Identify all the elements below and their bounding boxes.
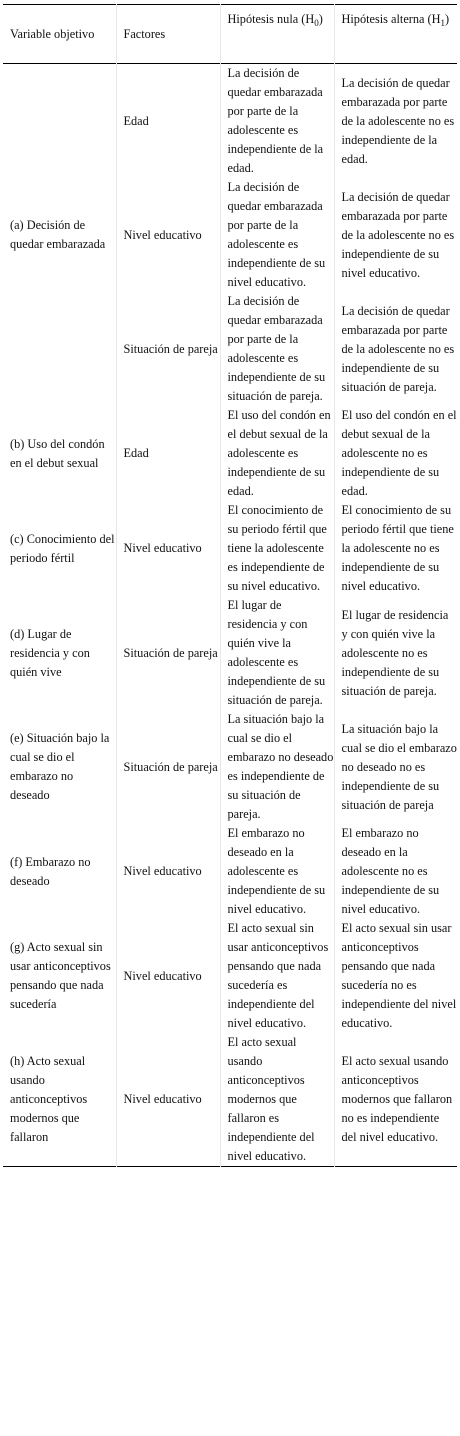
- h0-cell: La decisión de quedar embarazada por parte de la adolescente es independiente de su situación de pareja.: [220, 292, 334, 406]
- h1-cell: La situación bajo la cual se dio el embarazo no deseado no es independiente de su situación de pareja: [334, 710, 457, 824]
- header-h0-close: ): [318, 12, 323, 26]
- h0-cell: La situación bajo la cual se dio el embarazo no deseado es independiente de su situación de pareja.: [220, 710, 334, 824]
- table-row: [3, 501, 457, 596]
- variable-cell-f: (f) Embarazo no deseado: [10, 854, 91, 888]
- h0-cell: El acto sexual usando anticonceptivos modernos que fallaron es independiente del nivel educativo.: [220, 1033, 334, 1167]
- table-row: [3, 596, 457, 710]
- h0-cell: La decisión de quedar embarazada por parte de la adolescente es independiente de su nivel educativo.: [220, 178, 334, 292]
- h1-cell: El uso del condón en el debut sexual de la adolescente no es independiente de su edad.: [334, 406, 457, 501]
- h1-cell: El lugar de residencia y con quién vive la adolescente no es independiente de su situación de pareja.: [334, 596, 457, 710]
- header-variable-objetivo: Variable objetivo: [10, 26, 95, 41]
- variable-cell-h: (h) Acto sexual usando anticonceptivos modernos que fallaron: [10, 1054, 88, 1144]
- header-hipotesis-nula: [220, 5, 334, 64]
- factor-cell: Edad: [116, 64, 220, 179]
- variable-cell-e: (e) Situación bajo la cual se dio el embarazo no deseado: [10, 731, 110, 802]
- header-factores: Factores: [116, 5, 220, 64]
- factor-cell: Nivel educativo: [116, 501, 220, 596]
- variable-cell-c: (c) Conocimiento del periodo fértil: [10, 531, 115, 565]
- h0-cell: El conocimiento de su periodo fértil que tiene la adolescente es independiente de su nivel educativo.: [220, 501, 334, 596]
- table-row: [3, 1033, 457, 1167]
- table-row: [3, 710, 457, 824]
- h1-cell: El acto sexual usando anticonceptivos modernos que fallaron no es independiente del nivel educativo.: [334, 1033, 457, 1167]
- table-body: [3, 64, 457, 1167]
- factor-cell: Nivel educativo: [116, 824, 220, 919]
- h0-cell: El embarazo no deseado en la adolescente es independiente de su nivel educativo.: [220, 824, 334, 919]
- variable-cell-a: (a) Decisión de quedar embarazada: [10, 218, 106, 251]
- h0-cell: El uso del condón en el debut sexual de la adolescente es independiente de su edad.: [220, 406, 334, 501]
- factor-cell: Situación de pareja: [116, 596, 220, 710]
- factor-cell: Edad: [116, 406, 220, 501]
- h1-cell: La decisión de quedar embarazada por parte de la adolescente no es independiente de su nivel educativo.: [334, 178, 457, 292]
- h0-cell: El lugar de residencia y con quién vive la adolescente es independiente de su situación de pareja.: [220, 596, 334, 710]
- header-row: [3, 5, 457, 64]
- h1-cell: El acto sexual sin usar anticonceptivos pensando que nada sucedería no es independiente del nivel educativo.: [334, 919, 457, 1033]
- factor-cell: Nivel educativo: [116, 178, 220, 292]
- h1-cell: El embarazo no deseado en la adolescente no es independiente de su nivel educativo.: [334, 824, 457, 919]
- hypothesis-table-container: [3, 4, 457, 1167]
- factor-cell: Situación de pareja: [116, 292, 220, 406]
- h1-cell: El conocimiento de su periodo fértil que tiene la adolescente no es independiente de su nivel educativo.: [334, 501, 457, 596]
- header-h1-subscript: 1: [440, 18, 446, 28]
- header-hipotesis-alterna: [334, 5, 457, 64]
- h1-cell: La decisión de quedar embarazada por parte de la adolescente no es independiente de la edad.: [334, 64, 457, 179]
- factor-cell: Nivel educativo: [116, 919, 220, 1033]
- header-h1-text: Hipótesis alterna (H: [341, 12, 441, 26]
- factor-cell: Situación de pareja: [116, 710, 220, 824]
- header-h0-text: Hipótesis nula (H: [227, 12, 315, 26]
- header-h1-close: ): [445, 12, 450, 26]
- table-row: [3, 824, 457, 919]
- variable-cell-g: (g) Acto sexual sin usar anticonceptivos pensando que nada sucedería: [10, 940, 111, 1011]
- table-header: [3, 5, 457, 64]
- table-row: [3, 406, 457, 501]
- h0-cell: El acto sexual sin usar anticonceptivos pensando que nada sucedería es independiente del nivel educativo.: [220, 919, 334, 1033]
- factor-cell: Nivel educativo: [116, 1033, 220, 1167]
- h1-cell: La decisión de quedar embarazada por parte de la adolescente no es independiente de su situación de pareja.: [334, 292, 457, 406]
- table-row: [3, 64, 457, 179]
- h0-cell: La decisión de quedar embarazada por parte de la adolescente es independiente de la edad.: [220, 64, 334, 179]
- variable-cell-d: (d) Lugar de residencia y con quién vive: [10, 626, 90, 679]
- table-row: [3, 919, 457, 1033]
- variable-cell-b: (b) Uso del condón en el debut sexual: [10, 436, 105, 470]
- hypothesis-table: [3, 4, 457, 1167]
- header-h0-subscript: 0: [314, 18, 319, 28]
